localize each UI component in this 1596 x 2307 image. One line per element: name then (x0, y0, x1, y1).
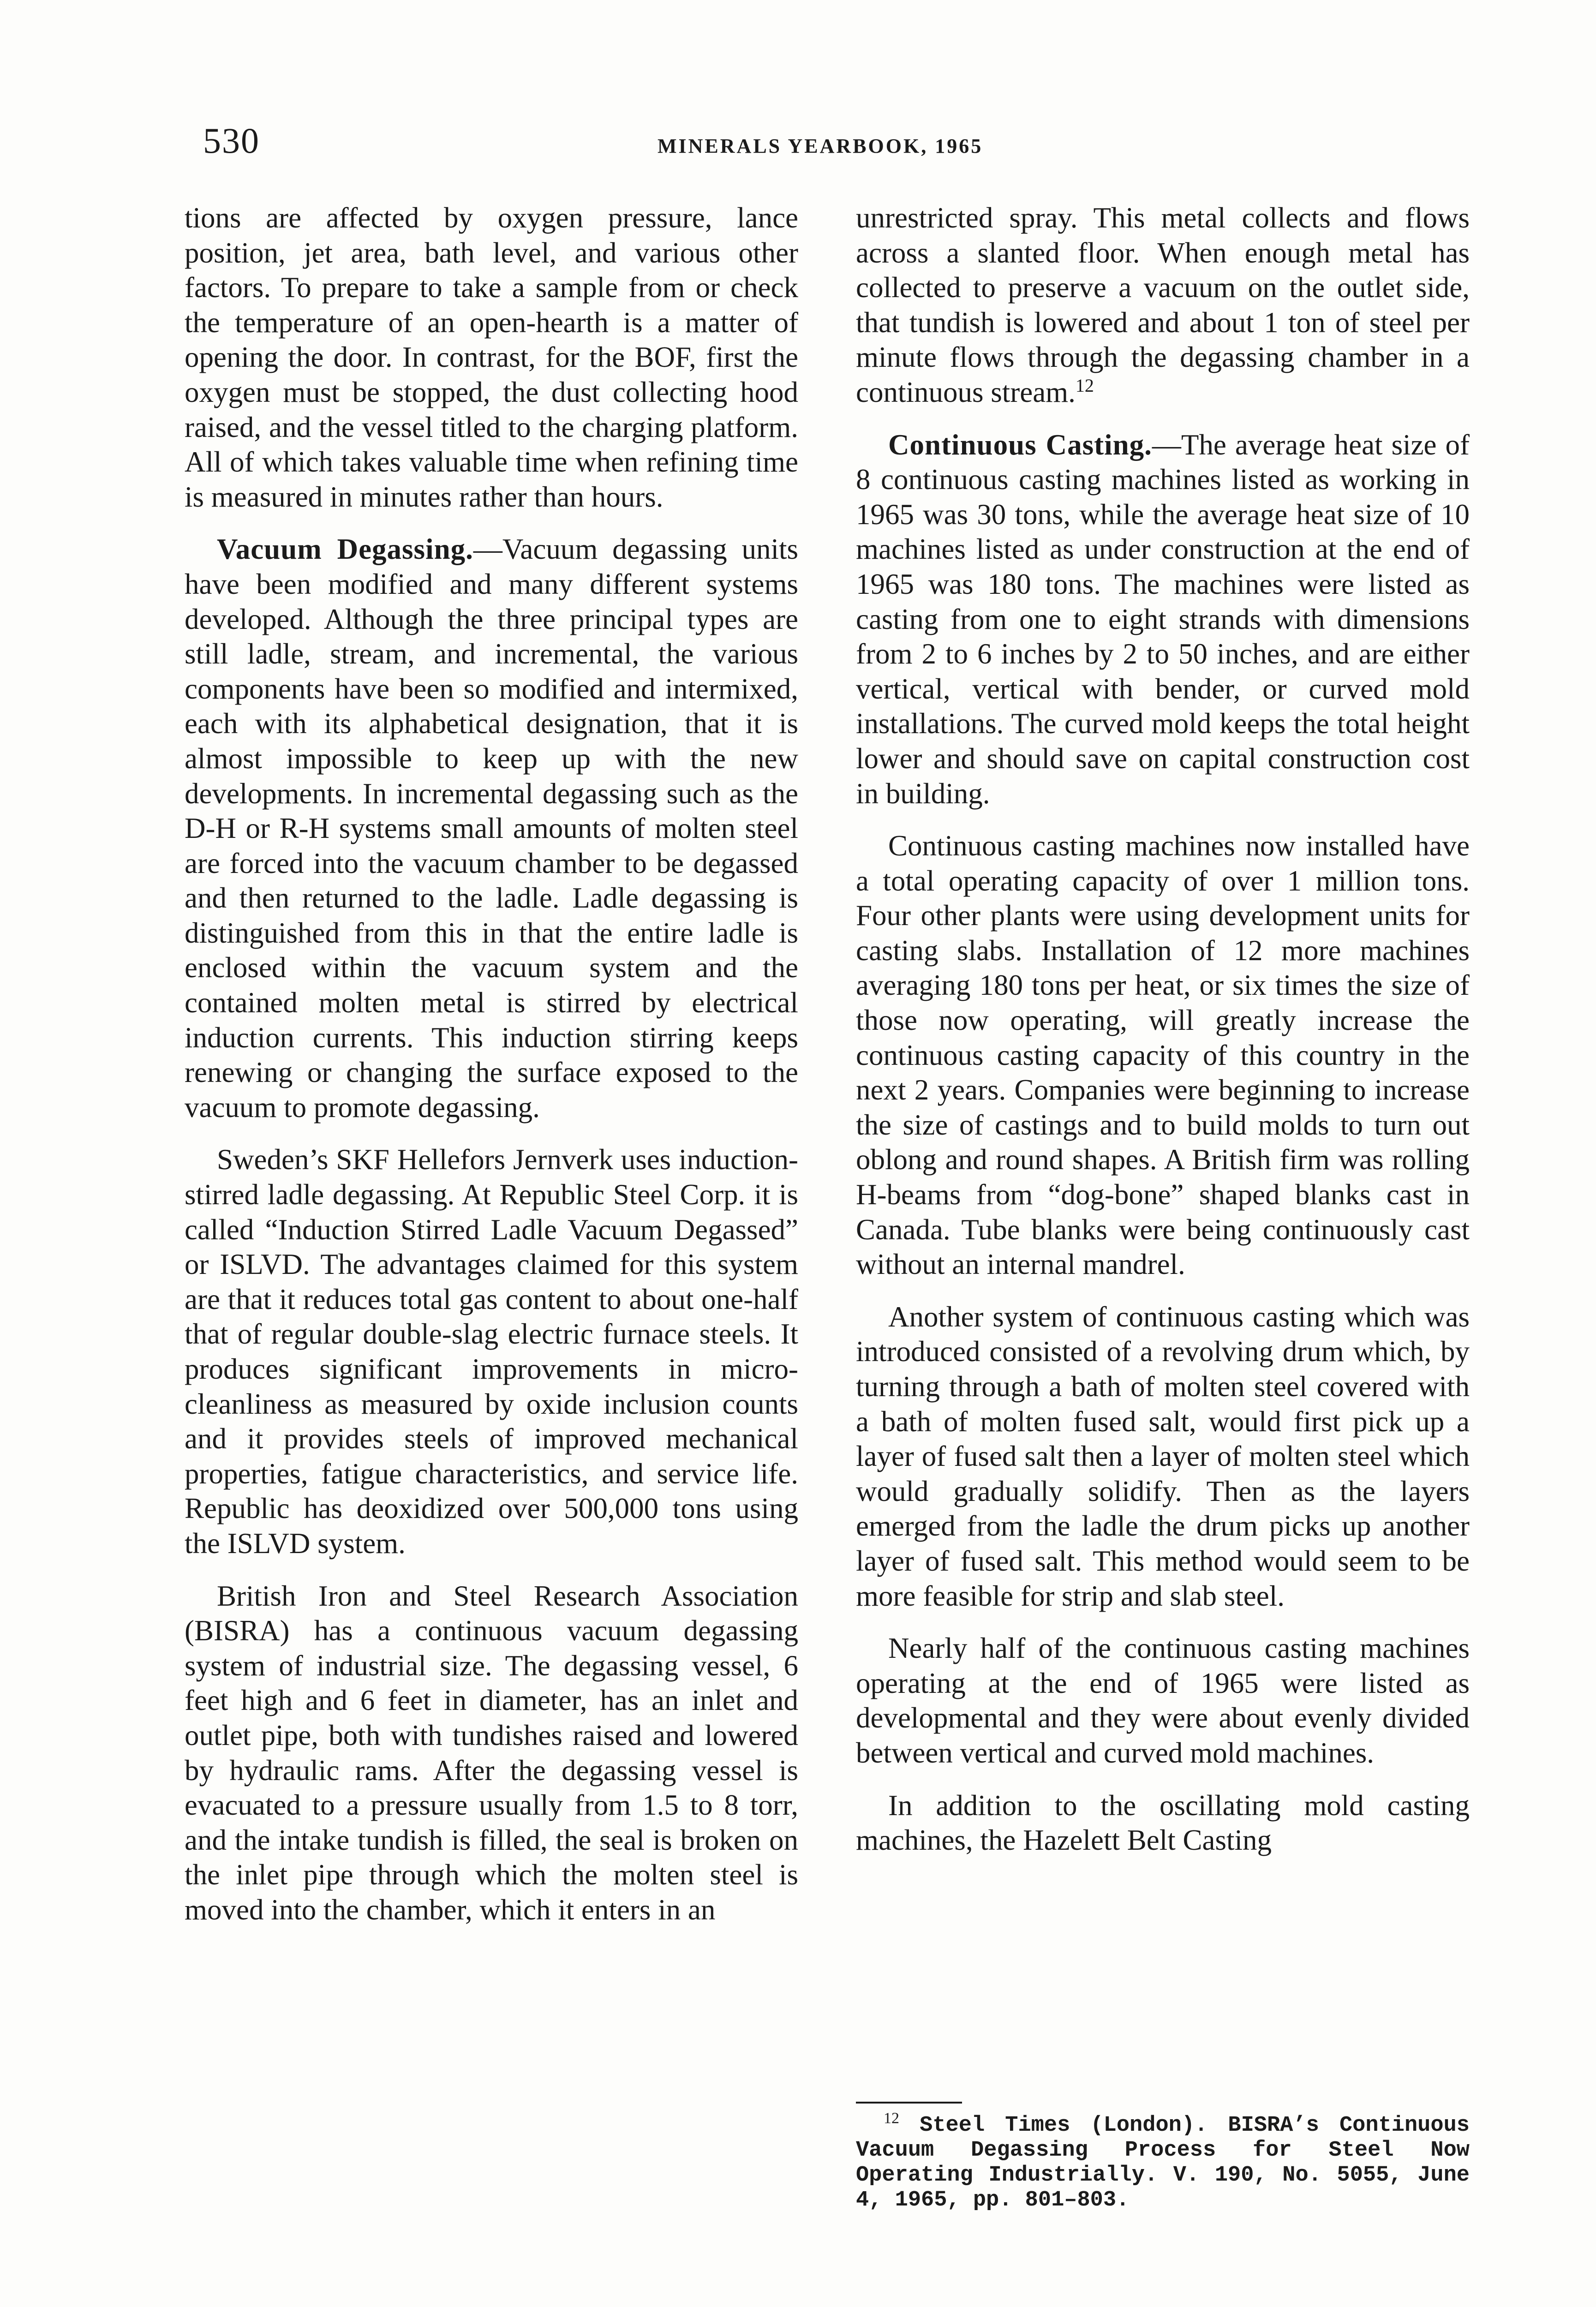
right-column (856, 201, 1470, 1876)
paragraph-body: unrestricted spray. This metal collects and flows across a slanted floor. When enough metal has collected to preserve a vacuum on the outlet side, that tundish is lowered and about 1 ton of steel per minute flows through the degassing chamber in a continuous stream. (856, 202, 1470, 408)
paragraph: Sweden’s SKF Hellefors Jernverk uses induction-stirred ladle degassing. At Republic Steel Corp. it is called “Induction Stirred Ladle Vacuum Degassed” or ISLVD. The advantages claimed for this system are that it reduces total gas content to about one-half that of regular double-slag electric furnace steels. It produces significant improvements in micro-cleanliness as measured by oxide inclusion counts and it provides steels of improved mechanical properties, fatigue characteristics, and service life. Republic has deoxidized over 500,000 tons using the ISLVD system. (185, 1143, 798, 1560)
running-head: MINERALS YEARBOOK, 1965 (658, 135, 983, 157)
page-header (203, 118, 1043, 164)
paragraph-vacuum-degassing (185, 532, 798, 1125)
paragraph: tions are affected by oxygen pressure, lance position, jet area, bath level, and various other factors. To prepare to take a sample from or check the temperature of an open-hearth is a matter of opening the door. In contrast, for the BOF, first the oxygen must be stopped, the dust collecting hood raised, and the vessel titled to the charging platform. All of which takes valuable time when refining time is measured in minutes rather than hours. (185, 202, 798, 513)
paragraph-body: —Vacuum degassing units have been modified and many different systems developed. Although the three principal types are still ladle, stream, and incremental, the various components have been so modified and intermixed, each with its alphabetical designation, that it is almost impossible to keep up with the new developments. In incremental degassing such as the D-H or R-H systems small amounts of molten steel are forced into the vacuum chamber to be degassed and then returned to the ladle. Ladle degassing is distinguished from this in that the entire ladle is enclosed within the vacuum system and the contained molten metal is stirred by electrical induction currents. This induction stirring keeps renewing or changing the surface exposed to the vacuum to promote degassing. (185, 533, 799, 1124)
paragraph: Another system of continuous casting which was introduced consisted of a revolving drum which, by turning through a bath of molten steel covered with a bath of molten fused salt, would first pick up a layer of fused salt then a layer of molten steel which would gradually solidify. Then as the layers emerged from the ladle the drum picks up another layer of fused salt. This method would seem to be more feasible for strip and slab steel. (856, 1300, 1470, 1612)
footnote-text: Steel Times (London). BISRA’s Continuous Vacuum Degassing Process for Steel Now Operating Industrially. V. 190, No. 5055, June 4, 1965, pp. 801–803. (856, 2113, 1470, 2212)
paragraph-body: —The average heat size of 8 continuous casting machines listed as working in 1965 was 30 tons, while the average heat size of 10 machines listed as under construction at the end of 1965 was 180 tons. The machines were listed as casting from one to eight strands with dimensions from 2 to 6 inches by 2 to 50 inches, and are either vertical, vertical with bender, or curved mold installations. The curved mold keeps the total height lower and should save on capital construction cost in building. (856, 428, 1470, 810)
paragraph: Nearly half of the continuous casting machines operating at the end of 1965 were listed as developmental and they were about evenly divided between vertical and curved mold machines. (856, 1632, 1470, 1769)
footnote (856, 2110, 1470, 2213)
page-number: 530 (203, 120, 260, 161)
paragraph-continuous-casting (856, 428, 1470, 812)
footnote-divider (856, 2102, 962, 2104)
footnote-reference: 12 (1075, 375, 1094, 396)
paragraph: British Iron and Steel Research Association (BISRA) has a continuous vacuum degassing system of industrial size. The degassing vessel, 6 feet high and 6 feet in diameter, has an inlet and outlet pipe, both with tundishes raised and lowered by hydraulic rams. After the degassing vessel is evacuated to a pressure usually from 1.5 to 8 torr, and the intake tundish is filled, the seal is broken on the inlet pipe through which the molten steel is moved into the chamber, which it enters in an (185, 1579, 798, 1926)
paragraph (856, 201, 1470, 410)
section-run-head: Continuous Casting. (888, 428, 1152, 461)
paragraph: Continuous casting machines now installed have a total operating capacity of over 1 million tons. Four other plants were using development units for casting slabs. Installation of 12 more machines averaging 180 tons per heat, or six times the size of those now operating, will greatly increase the continuous casting capacity of this country in the next 2 years. Companies were beginning to increase the size of castings and to build molds to turn out oblong and round shapes. A British firm was rolling H-beams from “dog-bone” shaped blanks cast in Canada. Tube blanks were being continuously cast without an internal mandrel. (856, 830, 1470, 1281)
paragraph: In addition to the oscillating mold casting machines, the Hazelett Belt Casting (856, 1789, 1470, 1857)
footnote-mark: 12 (884, 2110, 899, 2127)
section-run-head: Vacuum Degassing. (217, 533, 473, 566)
left-column (185, 201, 798, 1945)
